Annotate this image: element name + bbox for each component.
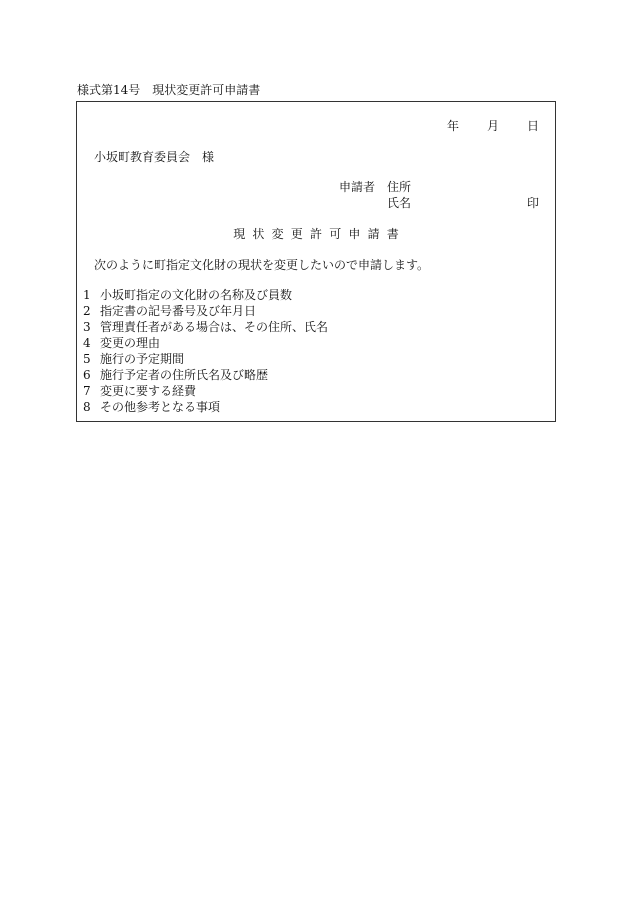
- item-text: 施行予定者の住所氏名及び略歴: [100, 368, 269, 382]
- item-text: 施行の予定期間: [100, 352, 185, 366]
- item-text: 指定書の記号番号及び年月日: [100, 304, 257, 318]
- name-label: 氏名: [387, 196, 412, 210]
- seal-mark: 印: [526, 196, 539, 210]
- item-number: 3: [83, 320, 91, 334]
- document-title: 現状変更許可申請書: [233, 227, 406, 241]
- intro-sentence: 次のように町指定文化財の現状を変更したいので申請します。: [94, 258, 430, 272]
- item-number: 5: [83, 352, 91, 366]
- item-number: 7: [83, 384, 91, 398]
- item-number: 2: [83, 304, 91, 318]
- date-day-label: 日: [526, 119, 539, 133]
- list-item: [83, 289, 328, 305]
- date-year-label: 年: [446, 119, 459, 133]
- list-item: [83, 385, 328, 401]
- date-month-label: 月: [486, 119, 499, 133]
- address-label: 住所: [387, 180, 412, 194]
- item-text: 管理責任者がある場合は、その住所、氏名: [100, 320, 329, 334]
- application-form-frame: [76, 101, 556, 422]
- item-number: 4: [83, 336, 91, 350]
- list-item: [83, 353, 328, 369]
- item-text: 変更の理由: [100, 336, 161, 350]
- date-row: [447, 120, 539, 132]
- list-item: [83, 369, 328, 385]
- item-number: 8: [83, 400, 91, 414]
- list-item: [83, 401, 328, 417]
- recipient-line: 小坂町教育委員会 様: [94, 150, 215, 164]
- item-text: 変更に要する経費: [100, 384, 197, 398]
- item-text: 小坂町指定の文化財の名称及び員数: [100, 288, 293, 302]
- item-number: 1: [83, 288, 91, 302]
- item-text: その他参考となる事項: [100, 400, 221, 414]
- item-number: 6: [83, 368, 91, 382]
- list-item: [83, 305, 328, 321]
- list-item: [83, 321, 328, 337]
- form-number-label: 様式第14号 現状変更許可申請書: [77, 83, 261, 97]
- item-list: [83, 289, 328, 417]
- list-item: [83, 337, 328, 353]
- applicant-label: 申請者: [339, 180, 376, 194]
